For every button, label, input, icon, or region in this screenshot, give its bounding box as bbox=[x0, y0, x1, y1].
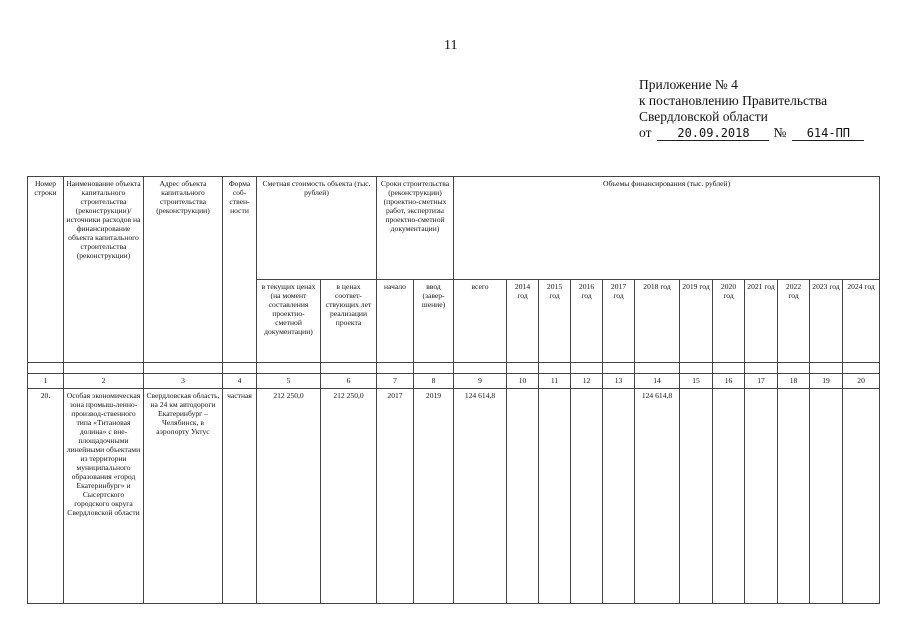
header-year: 2024 год bbox=[843, 280, 880, 363]
column-number: 7 bbox=[377, 374, 414, 389]
column-number: 19 bbox=[810, 374, 843, 389]
row-finish-year: 2019 bbox=[414, 389, 454, 604]
appendix-date-line bbox=[639, 125, 864, 141]
row-year-value bbox=[539, 389, 571, 604]
column-number: 11 bbox=[539, 374, 571, 389]
header-total: всего bbox=[454, 280, 507, 363]
column-number: 14 bbox=[635, 374, 680, 389]
row-year-value bbox=[603, 389, 635, 604]
header-construction-terms: Сроки строительства (реконструкции) (проектно-сметных работ, экспертизы проектно-сметной документации) bbox=[377, 177, 454, 280]
header-object-address: Адрес объекта капитального строительства (реконструкции) bbox=[144, 177, 223, 363]
header-year: 2017 год bbox=[603, 280, 635, 363]
date-prefix: от bbox=[639, 125, 652, 140]
row-object-address: Свердловская область, на 24 км автодороги Екатеринбург – Челябинск, в аэропорту Уктус bbox=[144, 389, 223, 604]
column-number: 3 bbox=[144, 374, 223, 389]
column-number: 4 bbox=[223, 374, 257, 389]
row-year-value: 124 614,8 bbox=[635, 389, 680, 604]
resolution-date: 20.09.2018 bbox=[657, 127, 769, 141]
appendix-title: Приложение № 4 bbox=[639, 77, 738, 92]
header-year: 2022 год bbox=[778, 280, 810, 363]
row-year-value bbox=[680, 389, 713, 604]
row-cost-current: 212 250,0 bbox=[257, 389, 321, 604]
row-cost-years: 212 250,0 bbox=[321, 389, 377, 604]
row-total: 124 614,8 bbox=[454, 389, 507, 604]
column-number: 6 bbox=[321, 374, 377, 389]
header-year: 2021 год bbox=[745, 280, 778, 363]
header-year: 2023 год bbox=[810, 280, 843, 363]
column-number: 12 bbox=[571, 374, 603, 389]
column-numbers-row bbox=[28, 374, 880, 389]
header-estimated-cost: Сметная стоимость объекта (тыс. рублей) bbox=[257, 177, 377, 280]
row-year-value bbox=[745, 389, 778, 604]
header-year: 2020 год bbox=[713, 280, 745, 363]
row-year-value bbox=[571, 389, 603, 604]
page-number: 11 bbox=[444, 38, 458, 53]
header-row-number: Номер строки bbox=[28, 177, 64, 363]
column-number: 9 bbox=[454, 374, 507, 389]
column-number: 10 bbox=[507, 374, 539, 389]
header-year: 2015 год bbox=[539, 280, 571, 363]
row-object-name: Особая экономическая зона промыш-ленно-производ-ственного типа «Титановая долина» с вне-площадочными линейными объектами из территории муниципального образования «город Екатеринбург» и Сысертского городского округа Свердловской области bbox=[64, 389, 144, 604]
header-gap-row bbox=[28, 363, 880, 374]
column-number: 13 bbox=[603, 374, 635, 389]
header-start: начало bbox=[377, 280, 414, 363]
row-number: 20. bbox=[28, 389, 64, 604]
header-ownership-form: Форма соб-ствен-ности bbox=[223, 177, 257, 363]
column-number: 1 bbox=[28, 374, 64, 389]
header-year: 2014 год bbox=[507, 280, 539, 363]
header-year: 2019 год bbox=[680, 280, 713, 363]
row-year-value bbox=[507, 389, 539, 604]
column-number: 17 bbox=[745, 374, 778, 389]
resolution-number: 614-ПП bbox=[792, 127, 864, 141]
number-sign: № bbox=[773, 125, 787, 140]
header-cost-year-prices: в ценах соответ-ствующих лет реализации проекта bbox=[321, 280, 377, 363]
row-year-value bbox=[713, 389, 745, 604]
header-year: 2018 год bbox=[635, 280, 680, 363]
row-year-value bbox=[810, 389, 843, 604]
header-funding-volumes: Объемы финансирования (тыс. рублей) bbox=[454, 177, 880, 280]
column-number: 15 bbox=[680, 374, 713, 389]
row-ownership-form: частная bbox=[223, 389, 257, 604]
header-finish: ввод (завер-шение) bbox=[414, 280, 454, 363]
header-year: 2016 год bbox=[571, 280, 603, 363]
column-number: 18 bbox=[778, 374, 810, 389]
appendix-line-2: к постановлению Правительства bbox=[639, 93, 828, 108]
table-row bbox=[28, 389, 880, 604]
column-number: 2 bbox=[64, 374, 144, 389]
column-number: 16 bbox=[713, 374, 745, 389]
row-start-year: 2017 bbox=[377, 389, 414, 604]
column-number: 5 bbox=[257, 374, 321, 389]
row-year-value bbox=[843, 389, 880, 604]
row-year-value bbox=[778, 389, 810, 604]
header-object-name: Наименование объекта капитального строительства (реконструкции)/ источники расходов на финансирование объекта капитального строительства (реконструкции) bbox=[64, 177, 144, 363]
header-cost-current-prices: в текущих ценах (на момент составления проектно-сметной документации) bbox=[257, 280, 321, 363]
column-number: 20 bbox=[843, 374, 880, 389]
appendix-line-3: Свердловской области bbox=[639, 109, 768, 124]
appendix-header bbox=[639, 77, 864, 141]
column-number: 8 bbox=[414, 374, 454, 389]
capital-construction-table bbox=[27, 176, 880, 604]
